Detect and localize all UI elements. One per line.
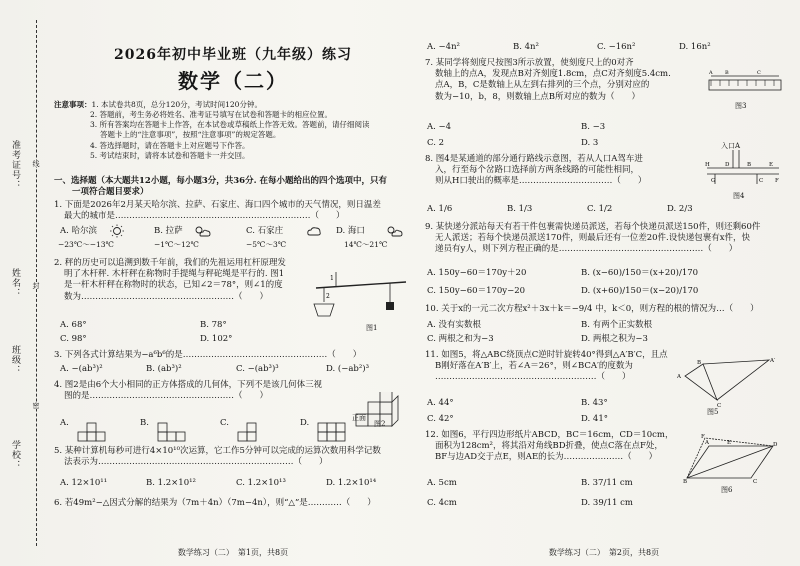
question-12: 12. 如图6，平行四边形纸片ABCD，BC＝16cm，CD＝10cm， 面积为128cm²，将其沿对角线BD折叠，使点C落在点F处， BF与边AD交于点E，则AE的长为…………………（ ） (425, 430, 674, 463)
entry-label: 入口A (721, 142, 741, 150)
exam-title: 2026年初中毕业班（九年级）练习 (114, 47, 352, 63)
svg-text:E: E (769, 162, 774, 168)
q5-option-a[interactable]: A. 12×10¹¹ (60, 478, 108, 488)
svg-text:B: B (725, 70, 729, 76)
q8-option-b[interactable]: B. 1/3 (507, 204, 533, 214)
q9-option-d[interactable]: D. (x+60)/150＝(x−20)/170 (581, 286, 699, 296)
sun-cloud-icon (192, 224, 212, 238)
q6-option-d[interactable]: D. 16n² (679, 42, 711, 52)
class-label: 班级： (10, 345, 20, 375)
q8-option-a[interactable]: A. 1/6 (427, 204, 453, 214)
q1-temp-lhasa: −1℃～12℃ (154, 240, 199, 249)
rotation-triangle-figure (677, 356, 777, 408)
svg-text:C: C (757, 70, 761, 76)
q12-option-c[interactable]: C. 4cm (427, 498, 457, 508)
q4-option-a[interactable]: A. (60, 418, 69, 428)
figure-5-caption: 图5 (707, 408, 719, 416)
ruler-figure (707, 68, 783, 104)
page-one (50, 0, 416, 566)
svg-text:D: D (773, 442, 778, 448)
q5-option-c[interactable]: C. 1.2×10¹³ (236, 478, 286, 488)
svg-text:B: B (683, 479, 688, 484)
svg-text:2: 2 (326, 293, 330, 300)
view-a-figure (76, 416, 116, 446)
q1-option-b[interactable]: B. 拉萨 (154, 226, 183, 236)
question-3: 3. 下列各式计算结果为−a⁶b⁶的是……………………………………………（ ） (54, 350, 362, 360)
view-c-figure (236, 416, 276, 446)
svg-text:G: G (711, 178, 716, 184)
instruction-item: 答题卡上的“注意事项”，按照“注意事项”的规定答题。 (100, 130, 281, 140)
q3-option-b[interactable]: B. (ab³)² (146, 364, 182, 374)
q12-option-a[interactable]: A. 5cm (427, 478, 457, 488)
question-8: 8. 图4是某通道的部分通行路线示意图，若从人口A驾车进 入，行至每个岔路口选择前方两条线路的可能性相同， 则从H口驶出的概率是……………………………（ ） (425, 154, 647, 187)
q7-option-a[interactable]: A. −4 (427, 122, 452, 132)
cloud-icon (306, 225, 322, 237)
school-label: 学校： (10, 440, 20, 470)
svg-text:B: B (747, 162, 752, 168)
figure-1-caption: 图1 (366, 324, 378, 332)
question-2: 2. 秤的历史可以追溯到数千年前，我们的先祖运用杠杆原理发 明了木杆秤. 木杆秤在称物时手提绳与秤砣绳是平行的. 图1 是一杆木杆秤在称物时的状态，已知∠2＝78°，则∠1的度 数为………………………………………………（ ） (54, 258, 286, 302)
figure-6-caption: 图6 (721, 486, 733, 494)
question-10: 10. 关于x的一元二次方程x²＋3x＋k＝−9/4 中，k＜0，则方程的根的情况为…（ ） (425, 304, 759, 314)
question-5: 5. 某种计算机每秒可进行4×10¹⁰次运算，它工作5分钟可以完成的运算次数用科学记数 法表示为……………………………………………………………（ ） (54, 446, 381, 468)
instruction-item: 1. 本试卷共8页，总分120分，考试时间120分钟。 (91, 100, 262, 109)
route-figure (705, 150, 783, 190)
svg-text:1: 1 (330, 275, 334, 282)
q6-option-c[interactable]: C. −16n² (597, 42, 636, 52)
svg-text:A: A (705, 440, 709, 446)
q5-option-b[interactable]: B. 1.2×10¹² (146, 478, 196, 488)
figure-4-caption: 图4 (733, 192, 745, 200)
question-6: 6. 若49m²−△因式分解的结果为（7m＋4n）（7m−4n），则“△”是…………（ ） (54, 498, 376, 508)
q1-temp-shijiazhuang: −5℃～3℃ (246, 240, 287, 249)
cut-mark-secret: 密 (32, 402, 40, 409)
sun-icon (108, 224, 126, 238)
q11-option-a[interactable]: A. 44° (427, 398, 454, 408)
q3-option-d[interactable]: D. (−ab²)³ (326, 364, 369, 374)
q6-option-a[interactable]: A. −4n² (427, 42, 460, 52)
q12-option-d[interactable]: D. 39/11 cm (581, 498, 633, 508)
q1-option-c[interactable]: C. 石家庄 (246, 226, 284, 236)
exam-number-label: 准考证号： (10, 140, 20, 190)
page-footer: 数学练习（二） 第1页，共8页 (177, 548, 289, 557)
q11-option-b[interactable]: B. 43° (581, 398, 608, 408)
front-view-label: 正面 (352, 414, 366, 422)
svg-text:F: F (775, 178, 779, 184)
view-b-figure (156, 416, 196, 446)
instruction-item: 5. 考试结束时，请将本试卷和答题卡一并交回。 (90, 150, 250, 160)
q10-option-b[interactable]: B. 有两个正实数根 (581, 320, 653, 330)
cut-mark-line: 线 (32, 160, 40, 167)
svg-text:H: H (705, 162, 710, 168)
q2-option-c[interactable]: C. 98° (60, 334, 87, 344)
section-heading: 一、选择题（本大题共12小题，每小题3分，共36分. 在每小题给出的四个选项中，只有 一项符合题目要求） (54, 176, 387, 198)
svg-text:E: E (727, 440, 732, 446)
q4-option-c[interactable]: C. (220, 418, 229, 428)
instructions (54, 100, 414, 161)
figure-3-caption: 图3 (735, 102, 747, 110)
figure-2-caption: 图2 (374, 420, 386, 428)
q8-option-c[interactable]: C. 1/2 (587, 204, 613, 214)
q1-option-a[interactable]: A. 哈尔滨 (60, 226, 98, 236)
instruction-item: 3. 所有答案均在答题卡上作答，在本试卷或草稿纸上作答无效。答题前，请仔细阅读 (90, 120, 370, 130)
q1-temp-harbin: −23℃～−13℃ (58, 240, 114, 249)
q7-option-d[interactable]: D. 3 (581, 138, 599, 148)
question-9: 9. 某快递分派站每天有若干件包裹需快递员派送，若每个快递员派送150件，则还剩60件 无人派送；若每个快递员派送170件，则最后还有一位差20件.设快递包裹有x件，快 递员有y人，则下列方程正确的是……………………………………………（ ） (425, 222, 761, 255)
svg-text:F: F (701, 434, 705, 440)
q3-option-a[interactable]: A. −(ab³)² (60, 364, 103, 374)
q9-option-a[interactable]: A. 150y−60＝170y＋20 (427, 268, 527, 278)
q12-option-b[interactable]: B. 37/11 cm (581, 478, 633, 488)
exam-subject: 数学（二） (178, 69, 288, 93)
q9-option-c[interactable]: C. 150y−60＝170y−20 (427, 286, 526, 296)
page-footer: 数学练习（二） 第2页，共8页 (548, 548, 660, 557)
svg-text:C: C (753, 479, 758, 484)
svg-text:A′: A′ (770, 358, 776, 364)
svg-text:C: C (759, 178, 764, 184)
q2-option-a[interactable]: A. 68° (60, 320, 87, 330)
svg-text:A: A (677, 374, 681, 380)
parallelogram-figure (683, 432, 779, 484)
instruction-item: 2. 答题前，考生务必将姓名、准考证号填写在试卷和答题卡的相应位置。 (90, 110, 333, 120)
q7-option-c[interactable]: C. 2 (427, 138, 445, 148)
q3-option-c[interactable]: C. −(ab³)³ (236, 364, 279, 374)
q11-option-c[interactable]: C. 42° (427, 414, 454, 424)
page-two (421, 0, 787, 566)
q9-option-b[interactable]: B. (x−60)/150＝(x+20)/170 (581, 268, 699, 278)
q2-option-b[interactable]: B. 78° (200, 320, 227, 330)
q4-option-b[interactable]: B. (140, 418, 149, 428)
question-7: 7. 某同学将刻度尺按图3所示放置，使刻度尺上的0对齐 数轴上的点A，发现点B对齐刻度1.8cm，点C对齐刻度5.4cm. 点A，B，C是数轴上从左到右排列的三个点，分别对应的 数为−10，b，8，则数轴上点B所对应的数为（ ） (425, 58, 671, 102)
sun-cloud-icon (384, 224, 404, 238)
svg-text:D: D (725, 162, 730, 168)
instruction-item: 4. 答选择题时，请在答题卡上对应题号下作答。 (90, 140, 250, 150)
steelyard-figure (306, 268, 410, 330)
q2-option-d[interactable]: D. 102° (200, 334, 233, 344)
svg-text:B: B (697, 360, 702, 366)
view-d-figure (316, 416, 356, 446)
q10-option-a[interactable]: A. 没有实数根 (427, 320, 482, 330)
cut-mark-seal: 封 (32, 282, 40, 289)
svg-text:A: A (709, 70, 713, 76)
question-1: 1. 下面是2026年2月某天哈尔滨、拉萨、石家庄、海口四个城市的天气情况，则日温差 最大的城市是……………………………………………………………（ ） (54, 200, 381, 222)
q1-temp-haikou: 14℃～21℃ (344, 240, 388, 249)
q7-option-b[interactable]: B. −3 (581, 122, 606, 132)
q10-option-d[interactable]: D. 两根之积为−3 (581, 334, 648, 344)
question-4: 4. 图2是由6个大小相同的正方体搭成的几何体，下列不是该几何体三视 图的是……………………………………………（ ） (54, 380, 323, 402)
question-11: 11. 如图5，将△ABC绕顶点C逆时针旋转40°得到△A′B′C，且点 B刚好落在A′B′上，若∠A＝26°，则∠BCA′的度数为 …………………………………………………（ ） (425, 350, 668, 383)
q5-option-d[interactable]: D. 1.2×10¹⁴ (326, 478, 377, 488)
q4-option-d[interactable]: D. (300, 418, 310, 428)
q11-option-d[interactable]: D. 41° (581, 414, 608, 424)
name-label: 姓名： (10, 268, 20, 298)
q8-option-d[interactable]: D. 2/3 (667, 204, 693, 214)
instructions-heading: 注意事项： (54, 100, 92, 109)
binding-margin (0, 0, 46, 566)
svg-text:C: C (717, 403, 722, 408)
q6-option-b[interactable]: B. 4n² (513, 42, 539, 52)
q1-option-d[interactable]: D. 海口 (336, 226, 365, 236)
q10-option-c[interactable]: C. 两根之和为−3 (427, 334, 494, 344)
